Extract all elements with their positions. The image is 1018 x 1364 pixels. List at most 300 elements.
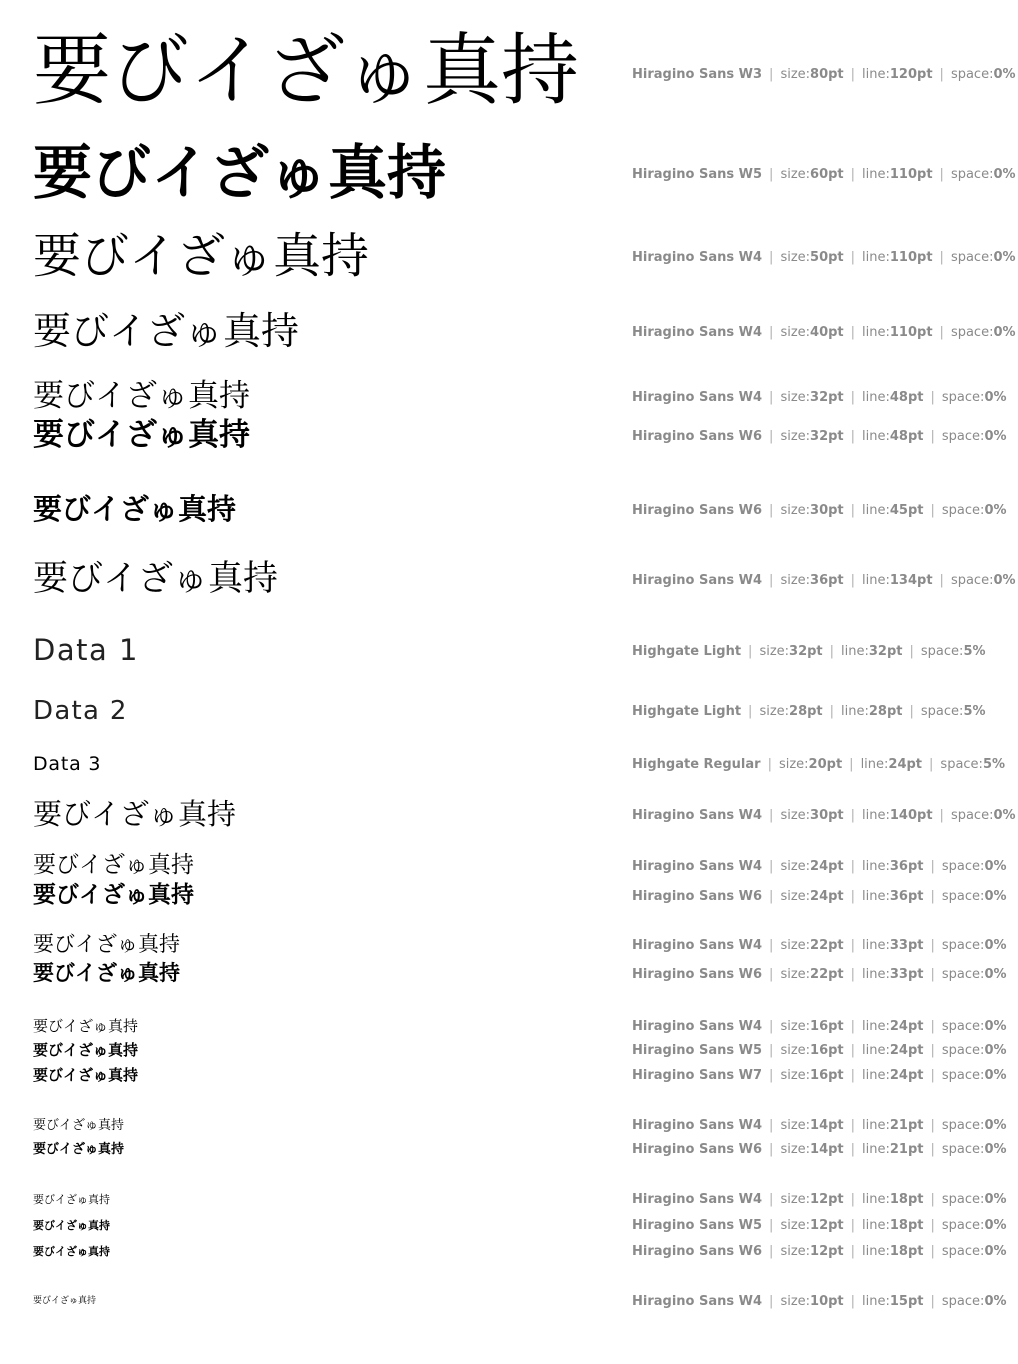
separator: | xyxy=(939,250,944,265)
spec-line xyxy=(632,251,1016,264)
font-name: Hiragino Sans W6 xyxy=(632,889,763,904)
line-value: 48pt xyxy=(889,429,924,444)
size-value: 22pt xyxy=(810,938,844,953)
font-name: Hiragino Sans W4 xyxy=(632,250,763,265)
space-label: space: xyxy=(941,1244,985,1259)
font-name: Highgate Light xyxy=(632,704,742,719)
sample-text: 要びイざゅ真持 xyxy=(33,852,194,879)
size-label: size: xyxy=(780,1294,811,1309)
separator: | xyxy=(850,1294,856,1309)
spec-line xyxy=(632,1143,1007,1156)
space-label: space: xyxy=(941,1142,985,1157)
separator: | xyxy=(769,1019,774,1034)
line-label: line: xyxy=(862,1118,890,1133)
space-label: space: xyxy=(941,390,985,405)
size-value: 20pt xyxy=(808,757,843,772)
size-label: size: xyxy=(780,67,811,82)
line-label: line: xyxy=(862,1244,890,1259)
font-name: Hiragino Sans W6 xyxy=(632,503,763,518)
line-value: 33pt xyxy=(889,967,924,982)
separator: | xyxy=(930,1068,935,1083)
line-value: 36pt xyxy=(889,889,924,904)
line-value: 110pt xyxy=(889,325,933,340)
separator: | xyxy=(769,503,774,518)
sample-text: Data 2 xyxy=(33,695,128,726)
size-value: 30pt xyxy=(810,808,844,823)
size-label: size: xyxy=(780,1218,811,1233)
line-value: 32pt xyxy=(868,644,903,659)
separator: | xyxy=(930,429,935,444)
font-name: Hiragino Sans W6 xyxy=(632,1244,763,1259)
line-value: 21pt xyxy=(889,1118,924,1133)
font-name: Highgate Regular xyxy=(632,757,761,772)
sample-text: Data 1 xyxy=(33,633,139,668)
size-label: size: xyxy=(780,390,811,405)
separator: | xyxy=(850,1019,856,1034)
line-label: line: xyxy=(860,757,889,772)
line-value: 24pt xyxy=(889,1043,924,1058)
line-value: 15pt xyxy=(889,1294,924,1309)
spec-line xyxy=(632,1295,1007,1308)
space-label: space: xyxy=(950,573,994,588)
spec-line xyxy=(632,705,986,718)
separator: | xyxy=(939,67,944,82)
line-value: 24pt xyxy=(888,757,923,772)
separator: | xyxy=(769,967,774,982)
line-label: line: xyxy=(862,1192,890,1207)
sample-text: 要びイざゅ真持 xyxy=(33,26,580,117)
separator: | xyxy=(767,757,772,772)
separator: | xyxy=(939,808,944,823)
sample-text: 要びイざゅ真持 xyxy=(33,1141,125,1157)
line-label: line: xyxy=(862,808,890,823)
separator: | xyxy=(850,1118,856,1133)
separator: | xyxy=(769,250,774,265)
sample-text: 要びイざゅ真持 xyxy=(33,416,250,453)
spec-line xyxy=(632,1044,1007,1057)
font-name: Hiragino Sans W4 xyxy=(632,1192,763,1207)
line-value: 33pt xyxy=(889,938,924,953)
separator: | xyxy=(850,325,856,340)
spec-line xyxy=(632,1020,1007,1033)
separator: | xyxy=(929,757,934,772)
size-value: 32pt xyxy=(810,390,844,405)
line-label: line: xyxy=(862,1019,890,1034)
separator: | xyxy=(850,1068,856,1083)
separator: | xyxy=(930,1192,935,1207)
space-label: space: xyxy=(941,1218,985,1233)
size-label: size: xyxy=(780,1192,811,1207)
space-label: space: xyxy=(941,1294,985,1309)
spec-line xyxy=(632,504,1007,517)
space-value: 0% xyxy=(984,1192,1007,1207)
size-label: size: xyxy=(780,859,811,874)
spec-line xyxy=(632,1069,1007,1082)
spec-line xyxy=(632,68,1016,81)
sample-text: 要びイざゅ真持 xyxy=(33,932,180,957)
size-value: 28pt xyxy=(789,704,823,719)
space-label: space: xyxy=(941,859,985,874)
separator: | xyxy=(930,1218,935,1233)
separator: | xyxy=(769,167,774,182)
line-value: 24pt xyxy=(889,1019,924,1034)
space-label: space: xyxy=(941,1192,985,1207)
separator: | xyxy=(769,67,774,82)
separator: | xyxy=(769,1192,774,1207)
size-label: size: xyxy=(759,644,790,659)
separator: | xyxy=(850,967,856,982)
line-label: line: xyxy=(862,573,890,588)
spec-line xyxy=(632,1245,1007,1258)
size-label: size: xyxy=(780,808,811,823)
size-label: size: xyxy=(780,1142,811,1157)
sample-text: 要びイざゅ真持 xyxy=(33,137,447,207)
size-label: size: xyxy=(780,429,811,444)
spec-line xyxy=(632,860,1007,873)
font-name: Highgate Light xyxy=(632,644,742,659)
separator: | xyxy=(769,1068,774,1083)
separator: | xyxy=(939,573,944,588)
space-value: 5% xyxy=(982,757,1006,772)
size-value: 32pt xyxy=(810,429,844,444)
space-value: 0% xyxy=(984,429,1007,444)
size-value: 80pt xyxy=(810,67,844,82)
line-value: 140pt xyxy=(889,808,933,823)
size-value: 16pt xyxy=(810,1043,844,1058)
space-value: 0% xyxy=(993,808,1016,823)
space-value: 0% xyxy=(984,1043,1007,1058)
size-value: 24pt xyxy=(810,889,844,904)
space-label: space: xyxy=(940,757,983,772)
size-value: 14pt xyxy=(810,1118,844,1133)
size-value: 16pt xyxy=(810,1068,844,1083)
spec-line xyxy=(632,574,1016,587)
separator: | xyxy=(850,1218,856,1233)
space-label: space: xyxy=(941,1118,985,1133)
line-value: 18pt xyxy=(889,1244,924,1259)
separator: | xyxy=(930,1043,935,1058)
space-value: 0% xyxy=(993,67,1016,82)
space-label: space: xyxy=(941,1068,985,1083)
space-label: space: xyxy=(941,1043,985,1058)
separator: | xyxy=(930,1142,935,1157)
separator: | xyxy=(769,1142,774,1157)
sample-text: 要びイざゅ真持 xyxy=(33,961,180,986)
line-label: line: xyxy=(841,644,869,659)
sample-text: 要びイざゅ真持 xyxy=(33,1065,139,1084)
font-name: Hiragino Sans W7 xyxy=(632,1068,763,1083)
space-value: 0% xyxy=(993,325,1016,340)
size-value: 30pt xyxy=(810,503,844,518)
space-value: 0% xyxy=(984,967,1007,982)
separator: | xyxy=(829,644,835,659)
spec-line xyxy=(632,968,1007,981)
space-label: space: xyxy=(941,1019,985,1034)
line-value: 45pt xyxy=(889,503,924,518)
spec-line xyxy=(632,645,986,658)
line-value: 48pt xyxy=(889,390,924,405)
separator: | xyxy=(850,429,856,444)
separator: | xyxy=(850,167,856,182)
separator: | xyxy=(930,390,935,405)
size-label: size: xyxy=(780,167,811,182)
size-label: size: xyxy=(780,1019,811,1034)
space-label: space: xyxy=(950,167,994,182)
separator: | xyxy=(930,1118,935,1133)
separator: | xyxy=(850,503,856,518)
font-name: Hiragino Sans W5 xyxy=(632,167,763,182)
space-label: space: xyxy=(941,938,985,953)
separator: | xyxy=(769,1118,774,1133)
space-label: space: xyxy=(941,429,985,444)
separator: | xyxy=(909,704,914,719)
sample-text: 要びイざゅ真持 xyxy=(33,1296,97,1307)
separator: | xyxy=(850,889,856,904)
line-label: line: xyxy=(862,1294,890,1309)
size-label: size: xyxy=(759,704,790,719)
size-label: size: xyxy=(780,250,811,265)
size-label: size: xyxy=(780,938,811,953)
separator: | xyxy=(909,644,914,659)
font-name: Hiragino Sans W6 xyxy=(632,1142,763,1157)
separator: | xyxy=(850,1244,856,1259)
line-label: line: xyxy=(862,1068,890,1083)
size-value: 12pt xyxy=(810,1218,844,1233)
separator: | xyxy=(769,1218,774,1233)
sample-text: 要びイざゅ真持 xyxy=(33,882,194,909)
space-value: 0% xyxy=(984,1218,1007,1233)
line-label: line: xyxy=(841,704,869,719)
space-label: space: xyxy=(920,644,964,659)
spec-line xyxy=(632,1119,1007,1132)
separator: | xyxy=(930,1019,935,1034)
size-label: size: xyxy=(780,325,811,340)
line-label: line: xyxy=(862,889,890,904)
font-name: Hiragino Sans W3 xyxy=(632,67,763,82)
separator: | xyxy=(930,889,935,904)
size-value: 50pt xyxy=(810,250,844,265)
size-value: 60pt xyxy=(810,167,844,182)
separator: | xyxy=(748,704,753,719)
separator: | xyxy=(850,859,856,874)
sample-text: Data 3 xyxy=(33,752,102,775)
space-value: 0% xyxy=(993,167,1016,182)
line-value: 110pt xyxy=(889,250,933,265)
sample-text: 要びイざゅ真持 xyxy=(33,227,370,284)
size-value: 22pt xyxy=(810,967,844,982)
spec-line xyxy=(632,168,1016,181)
size-value: 10pt xyxy=(810,1294,844,1309)
separator: | xyxy=(850,1192,856,1207)
size-label: size: xyxy=(780,889,811,904)
size-label: size: xyxy=(780,1068,811,1083)
font-name: Hiragino Sans W4 xyxy=(632,1294,763,1309)
sample-text: 要びイざゅ真持 xyxy=(33,377,250,414)
space-value: 5% xyxy=(963,644,986,659)
sample-text: 要びイざゅ真持 xyxy=(33,1016,139,1035)
spec-line xyxy=(632,939,1007,952)
separator: | xyxy=(850,808,856,823)
font-name: Hiragino Sans W4 xyxy=(632,808,763,823)
line-label: line: xyxy=(862,1043,890,1058)
font-name: Hiragino Sans W4 xyxy=(632,938,763,953)
font-name: Hiragino Sans W4 xyxy=(632,1019,763,1034)
separator: | xyxy=(850,573,856,588)
separator: | xyxy=(930,1294,935,1309)
line-label: line: xyxy=(862,938,890,953)
line-value: 36pt xyxy=(889,859,924,874)
font-name: Hiragino Sans W4 xyxy=(632,859,763,874)
line-value: 28pt xyxy=(868,704,903,719)
space-label: space: xyxy=(950,67,994,82)
line-value: 18pt xyxy=(889,1192,924,1207)
separator: | xyxy=(930,938,935,953)
size-value: 32pt xyxy=(789,644,823,659)
line-value: 21pt xyxy=(889,1142,924,1157)
space-value: 0% xyxy=(993,573,1016,588)
sample-text: 要びイざゅ真持 xyxy=(33,1218,110,1232)
line-label: line: xyxy=(862,67,890,82)
spec-line xyxy=(632,758,1005,771)
space-label: space: xyxy=(950,808,994,823)
size-value: 40pt xyxy=(810,325,844,340)
size-label: size: xyxy=(780,1244,811,1259)
space-value: 0% xyxy=(984,390,1007,405)
size-label: size: xyxy=(780,573,811,588)
font-name: Hiragino Sans W6 xyxy=(632,967,763,982)
space-value: 0% xyxy=(984,503,1007,518)
separator: | xyxy=(930,1244,935,1259)
font-name: Hiragino Sans W4 xyxy=(632,390,763,405)
spec-line xyxy=(632,430,1007,443)
space-label: space: xyxy=(941,503,985,518)
size-label: size: xyxy=(780,1118,811,1133)
font-name: Hiragino Sans W4 xyxy=(632,1118,763,1133)
separator: | xyxy=(769,1294,774,1309)
sample-text: 要びイざゅ真持 xyxy=(33,1117,125,1133)
line-label: line: xyxy=(862,1218,890,1233)
space-value: 0% xyxy=(984,1019,1007,1034)
spec-line xyxy=(632,391,1007,404)
line-label: line: xyxy=(862,1142,890,1157)
space-value: 0% xyxy=(984,889,1007,904)
line-value: 134pt xyxy=(889,573,933,588)
space-label: space: xyxy=(920,704,964,719)
line-label: line: xyxy=(862,503,890,518)
space-label: space: xyxy=(950,250,994,265)
size-label: size: xyxy=(778,757,809,772)
line-label: line: xyxy=(862,859,890,874)
separator: | xyxy=(769,889,774,904)
size-label: size: xyxy=(780,1043,811,1058)
size-value: 14pt xyxy=(810,1142,844,1157)
sample-text: 要びイざゅ真持 xyxy=(33,1244,110,1258)
space-value: 0% xyxy=(984,1142,1007,1157)
spec-line xyxy=(632,809,1016,822)
size-value: 12pt xyxy=(810,1192,844,1207)
sample-text: 要びイざゅ真持 xyxy=(33,797,237,832)
separator: | xyxy=(850,1142,856,1157)
separator: | xyxy=(850,67,856,82)
separator: | xyxy=(769,429,774,444)
spec-line xyxy=(632,890,1007,903)
separator: | xyxy=(829,704,835,719)
space-value: 5% xyxy=(963,704,986,719)
font-name: Hiragino Sans W5 xyxy=(632,1043,763,1058)
separator: | xyxy=(769,1043,774,1058)
space-value: 0% xyxy=(984,859,1007,874)
font-name: Hiragino Sans W4 xyxy=(632,573,763,588)
space-value: 0% xyxy=(984,1244,1007,1259)
separator: | xyxy=(748,644,753,659)
space-label: space: xyxy=(950,325,994,340)
separator: | xyxy=(769,573,774,588)
line-label: line: xyxy=(862,325,890,340)
separator: | xyxy=(769,808,774,823)
sample-text: 要びイざゅ真持 xyxy=(33,558,279,599)
separator: | xyxy=(850,250,856,265)
font-name: Hiragino Sans W6 xyxy=(632,429,763,444)
space-value: 0% xyxy=(993,250,1016,265)
sample-text: 要びイざゅ真持 xyxy=(33,1192,110,1206)
line-label: line: xyxy=(862,429,890,444)
sample-text: 要びイざゅ真持 xyxy=(33,309,300,354)
font-name: Hiragino Sans W4 xyxy=(632,325,763,340)
space-label: space: xyxy=(941,967,985,982)
separator: | xyxy=(930,967,935,982)
line-label: line: xyxy=(862,167,890,182)
separator: | xyxy=(939,325,944,340)
sample-text: 要びイざゅ真持 xyxy=(33,1040,139,1059)
space-value: 0% xyxy=(984,938,1007,953)
font-name: Hiragino Sans W5 xyxy=(632,1218,763,1233)
separator: | xyxy=(769,859,774,874)
separator: | xyxy=(930,503,935,518)
separator: | xyxy=(769,938,774,953)
spec-line xyxy=(632,1193,1007,1206)
line-label: line: xyxy=(862,967,890,982)
space-value: 0% xyxy=(984,1294,1007,1309)
line-value: 18pt xyxy=(889,1218,924,1233)
space-value: 0% xyxy=(984,1118,1007,1133)
separator: | xyxy=(769,390,774,405)
separator: | xyxy=(849,757,854,772)
size-label: size: xyxy=(780,967,811,982)
size-value: 16pt xyxy=(810,1019,844,1034)
line-value: 120pt xyxy=(889,67,933,82)
separator: | xyxy=(769,325,774,340)
separator: | xyxy=(850,1043,856,1058)
spec-line xyxy=(632,326,1016,339)
line-label: line: xyxy=(862,390,890,405)
line-value: 24pt xyxy=(889,1068,924,1083)
size-value: 24pt xyxy=(810,859,844,874)
spec-line xyxy=(632,1219,1007,1232)
separator: | xyxy=(939,167,944,182)
sample-text: 要びイざゅ真持 xyxy=(33,492,237,527)
separator: | xyxy=(850,938,856,953)
size-value: 36pt xyxy=(810,573,844,588)
line-label: line: xyxy=(862,250,890,265)
separator: | xyxy=(930,859,935,874)
space-value: 0% xyxy=(984,1068,1007,1083)
line-value: 110pt xyxy=(889,167,933,182)
space-label: space: xyxy=(941,889,985,904)
separator: | xyxy=(769,1244,774,1259)
size-value: 12pt xyxy=(810,1244,844,1259)
size-label: size: xyxy=(780,503,811,518)
separator: | xyxy=(850,390,856,405)
